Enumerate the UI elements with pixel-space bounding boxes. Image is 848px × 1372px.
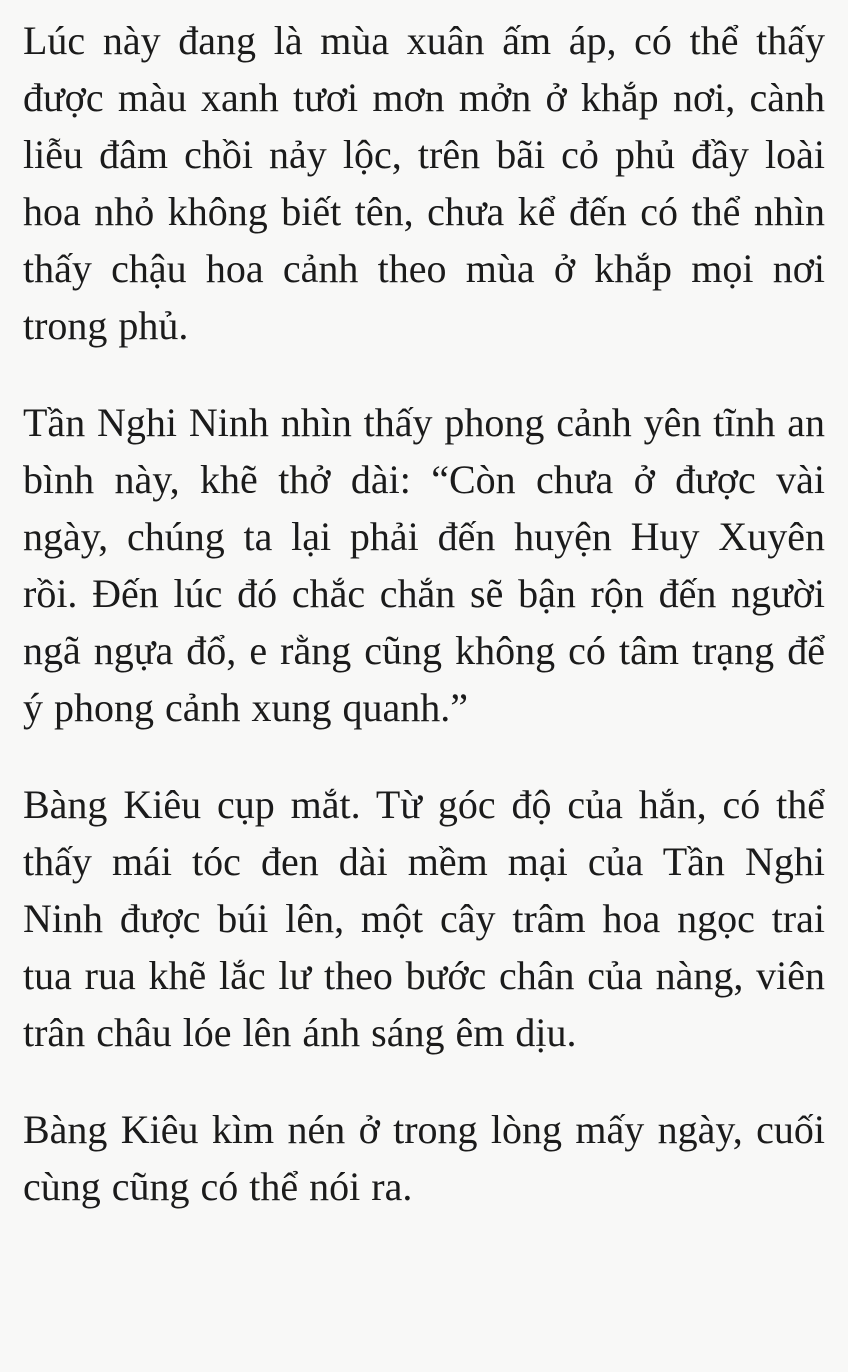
paragraph: Bàng Kiêu cụp mắt. Từ góc độ của hắn, có thể thấy mái tóc đen dài mềm mại của Tần Nghi Ninh được búi lên, một cây trâm hoa ngọc trai tua rua khẽ lắc lư theo bước chân của nàng, viên trân châu lóe lên ánh sáng êm dịu. [23, 782, 825, 1055]
book-text [23, 12, 825, 1215]
paragraph: Bàng Kiêu kìm nén ở trong lòng mấy ngày, cuối cùng cũng có thể nói ra. [23, 1107, 825, 1209]
paragraph: Tần Nghi Ninh nhìn thấy phong cảnh yên tĩnh an bình này, khẽ thở dài: “Còn chưa ở được vài ngày, chúng ta lại phải đến huyện Huy Xuyên rồi. Đến lúc đó chắc chắn sẽ bận rộn đến người ngã ngựa đổ, e rằng cũng không có tâm trạng để ý phong cảnh xung quanh.” [23, 400, 825, 730]
paragraph: Lúc này đang là mùa xuân ấm áp, có thể thấy được màu xanh tươi mơn mởn ở khắp nơi, cành liễu đâm chồi nảy lộc, trên bãi cỏ phủ đầy loài hoa nhỏ không biết tên, chưa kể đến có thể nhìn thấy chậu hoa cảnh theo mùa ở khắp mọi nơi trong phủ. [23, 18, 825, 348]
